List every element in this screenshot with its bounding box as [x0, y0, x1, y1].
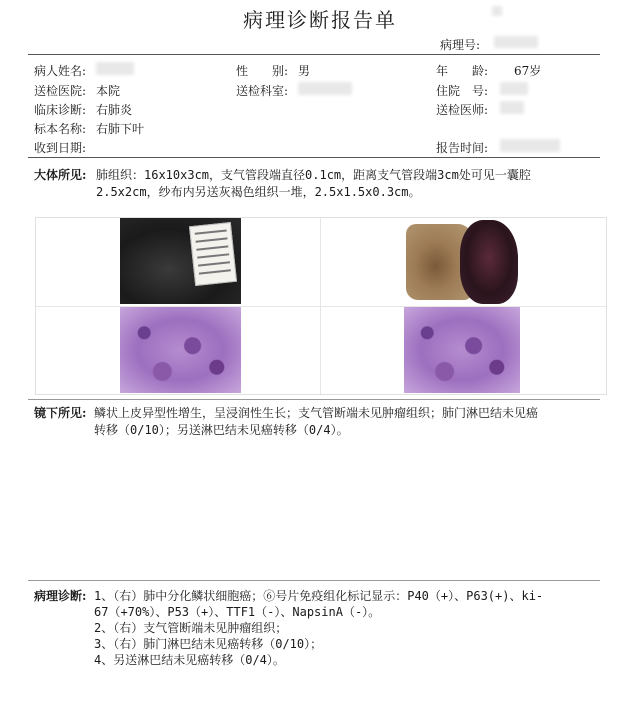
age-label: 年 龄:	[436, 64, 489, 78]
specimen-label: 标本名称:	[34, 122, 87, 136]
lung-tissue	[460, 220, 518, 304]
header-divider	[28, 54, 600, 55]
inpatient-redacted	[500, 82, 528, 95]
image-grid	[35, 217, 607, 395]
diagnosis-label: 病理诊断:	[34, 589, 87, 603]
report-time-redacted	[500, 139, 560, 152]
age-value: 67岁	[514, 64, 542, 78]
doctor-label: 送检医师:	[436, 103, 489, 117]
inpatient-label: 住院 号:	[436, 84, 489, 98]
diagnosis-line-5: 4、另送淋巴结未见癌转移（0/4）。	[94, 653, 285, 667]
diagnosis-line-1: 1、（右）肺中分化鳞状细胞癌；⑥号片免疫组化标记显示：P40（+）、P63(+)、ki-	[94, 589, 544, 603]
received-label: 收到日期:	[34, 141, 87, 155]
diagnosis-divider	[28, 580, 600, 581]
report-time-label: 报告时间:	[436, 141, 489, 155]
histology-image-right	[404, 307, 520, 393]
specimen-bag-photo	[120, 218, 241, 304]
micro-label: 镜下所见:	[34, 406, 87, 420]
diagnosis-line-4: 3、（右）肺门淋巴结未见癌转移（0/10）；	[94, 637, 323, 651]
gross-line-2: 2.5x2cm，纱布内另送灰褐色组织一堆，2.5x1.5x0.3cm。	[96, 185, 421, 199]
micro-line-1: 鳞状上皮异型性增生，呈浸润性生长；支气管断端未见肿瘤组织；肺门淋巴结未见癌	[94, 406, 539, 420]
hospital-value: 本院	[96, 84, 121, 98]
pathology-no-redacted	[494, 36, 538, 48]
doctor-redacted	[500, 101, 524, 114]
gross-label: 大体所见:	[34, 168, 87, 182]
name-label: 病人姓名:	[34, 64, 87, 78]
name-redacted	[96, 62, 134, 75]
dept-label: 送检科室:	[236, 84, 289, 98]
micro-divider	[28, 399, 600, 400]
diagnosis-line-2: 67（+70%）、P53（+）、TTF1（-）、NapsinA（-）。	[94, 605, 381, 619]
corner-redacted	[492, 6, 502, 16]
clinical-label: 临床诊断:	[34, 103, 87, 117]
info-divider	[28, 157, 600, 158]
dept-redacted	[298, 82, 352, 95]
sex-label: 性 别:	[236, 64, 289, 78]
micro-line-2: 转移（0/10）；另送淋巴结未见癌转移（0/4）。	[94, 423, 349, 437]
pathology-no-label: 病理号:	[440, 38, 481, 52]
specimen-value: 右肺下叶	[96, 122, 145, 136]
gross-line-1: 肺组织：16x10x3cm，支气管段端直径0.1cm，距离支气管段端3cm处可见一囊腔	[96, 168, 531, 182]
gross-specimen-photo	[404, 220, 520, 304]
histology-image-left	[120, 307, 241, 393]
specimen-label-sheet	[189, 222, 237, 286]
sex-value: 男	[298, 64, 311, 78]
clinical-value: 右肺炎	[96, 103, 133, 117]
diagnosis-line-3: 2、（右）支气管断端未见肿瘤组织；	[94, 621, 288, 635]
hospital-label: 送检医院:	[34, 84, 87, 98]
report-title: 病理诊断报告单	[243, 8, 397, 32]
